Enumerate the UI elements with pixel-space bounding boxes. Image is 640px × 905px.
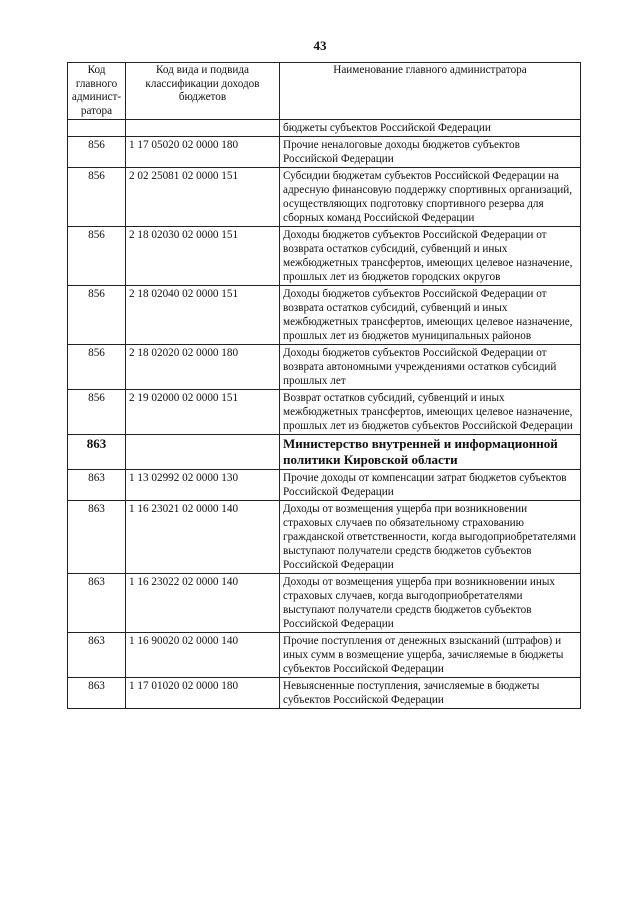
revenue-code-cell: 2 19 02000 02 0000 151 (126, 390, 280, 435)
table-row (68, 227, 581, 286)
revenue-code-cell: 2 18 02020 02 0000 180 (126, 345, 280, 390)
table-row (68, 345, 581, 390)
admin-code-cell: 863 (68, 574, 126, 633)
revenue-code-cell: 1 17 01020 02 0000 180 (126, 678, 280, 709)
table-row (68, 678, 581, 709)
page-number: 43 (313, 38, 327, 53)
admin-name-cell: бюджеты субъектов Российской Федерации (280, 120, 581, 137)
admin-code-cell (68, 120, 126, 137)
revenue-code-cell (126, 120, 280, 137)
table-row (68, 120, 581, 137)
admin-code-cell: 856 (68, 227, 126, 286)
admin-name-cell: Доходы от возмещения ущерба при возникновении иных страховых случаев, когда выгодоприобретателями выступают получатели средств бюджетов субъектов Российской Федерации (280, 574, 581, 633)
table-row (68, 470, 581, 501)
header-admin-code: Код главного админист-ратора (68, 63, 126, 120)
table-row (68, 137, 581, 168)
revenue-code-cell: 2 18 02040 02 0000 151 (126, 286, 280, 345)
revenue-code-cell: 2 18 02030 02 0000 151 (126, 227, 280, 286)
revenue-code-cell: 1 16 23022 02 0000 140 (126, 574, 280, 633)
revenue-code-cell: 1 16 90020 02 0000 140 (126, 633, 280, 678)
admin-code-cell: 863 (68, 470, 126, 501)
admin-code-cell: 856 (68, 390, 126, 435)
admin-name-cell: Доходы от возмещения ущерба при возникновении страховых случаев по обязательному страхованию гражданской ответственности, когда выгодоприобретателями выступают получатели средств бюджетов субъектов Российской Федерации (280, 501, 581, 574)
revenue-code-cell: 2 02 25081 02 0000 151 (126, 168, 280, 227)
table-row (68, 501, 581, 574)
admin-name-cell: Прочие поступления от денежных взысканий (штрафов) и иных сумм в возмещение ущерба, зачисляемые в бюджеты субъектов Российской Федерации (280, 633, 581, 678)
table-row (68, 286, 581, 345)
admin-code-cell: 856 (68, 286, 126, 345)
admin-code-cell: 863 (68, 501, 126, 574)
header-admin-name: Наименование главного администратора (280, 63, 581, 120)
admin-code-cell: 856 (68, 168, 126, 227)
admin-code-cell: 863 (68, 633, 126, 678)
admin-code-cell: 856 (68, 137, 126, 168)
admin-name-cell: Доходы бюджетов субъектов Российской Федерации от возврата остатков субсидий, субвенций и иных межбюджетных трансфертов, имеющих целевое назначение, прошлых лет из бюджетов городских округов (280, 227, 581, 286)
revenue-code-cell: 1 17 05020 02 0000 180 (126, 137, 280, 168)
table-row (68, 168, 581, 227)
table-row (68, 574, 581, 633)
admin-code-cell: 863 (68, 678, 126, 709)
table-header-row (68, 63, 581, 120)
table-row (68, 390, 581, 435)
revenue-classification-table (67, 62, 581, 709)
admin-name-cell: Доходы бюджетов субъектов Российской Федерации от возврата автономными учреждениями остатков субсидий прошлых лет (280, 345, 581, 390)
header-revenue-code: Код вида и подвида классификации доходов бюджетов (126, 63, 280, 120)
revenue-code-cell (126, 435, 280, 470)
admin-code-cell: 863 (68, 435, 126, 470)
ministry-row (68, 435, 581, 470)
revenue-code-cell: 1 16 23021 02 0000 140 (126, 501, 280, 574)
revenue-code-cell: 1 13 02992 02 0000 130 (126, 470, 280, 501)
table-row (68, 633, 581, 678)
admin-name-cell: Субсидии бюджетам субъектов Российской Федерации на адресную финансовую поддержку спортивных организаций, осуществляющих подготовку спортивного резерва для сборных команд Российской Федерации (280, 168, 581, 227)
admin-code-cell: 856 (68, 345, 126, 390)
admin-name-cell: Возврат остатков субсидий, субвенций и иных межбюджетных трансфертов, имеющих целевое назначение, прошлых лет из бюджетов субъектов Российской Федерации (280, 390, 581, 435)
admin-name-cell: Прочие доходы от компенсации затрат бюджетов субъектов Российской Федерации (280, 470, 581, 501)
admin-name-cell: Невыясненные поступления, зачисляемые в бюджеты субъектов Российской Федерации (280, 678, 581, 709)
admin-name-cell: Доходы бюджетов субъектов Российской Федерации от возврата остатков субсидий, субвенций и иных межбюджетных трансфертов, имеющих целевое назначение, прошлых лет из бюджетов муниципальных районов (280, 286, 581, 345)
admin-name-cell: Министерство внутренней и информационной политики Кировской области (280, 435, 581, 470)
admin-name-cell: Прочие неналоговые доходы бюджетов субъектов Российской Федерации (280, 137, 581, 168)
table-body (68, 120, 581, 709)
